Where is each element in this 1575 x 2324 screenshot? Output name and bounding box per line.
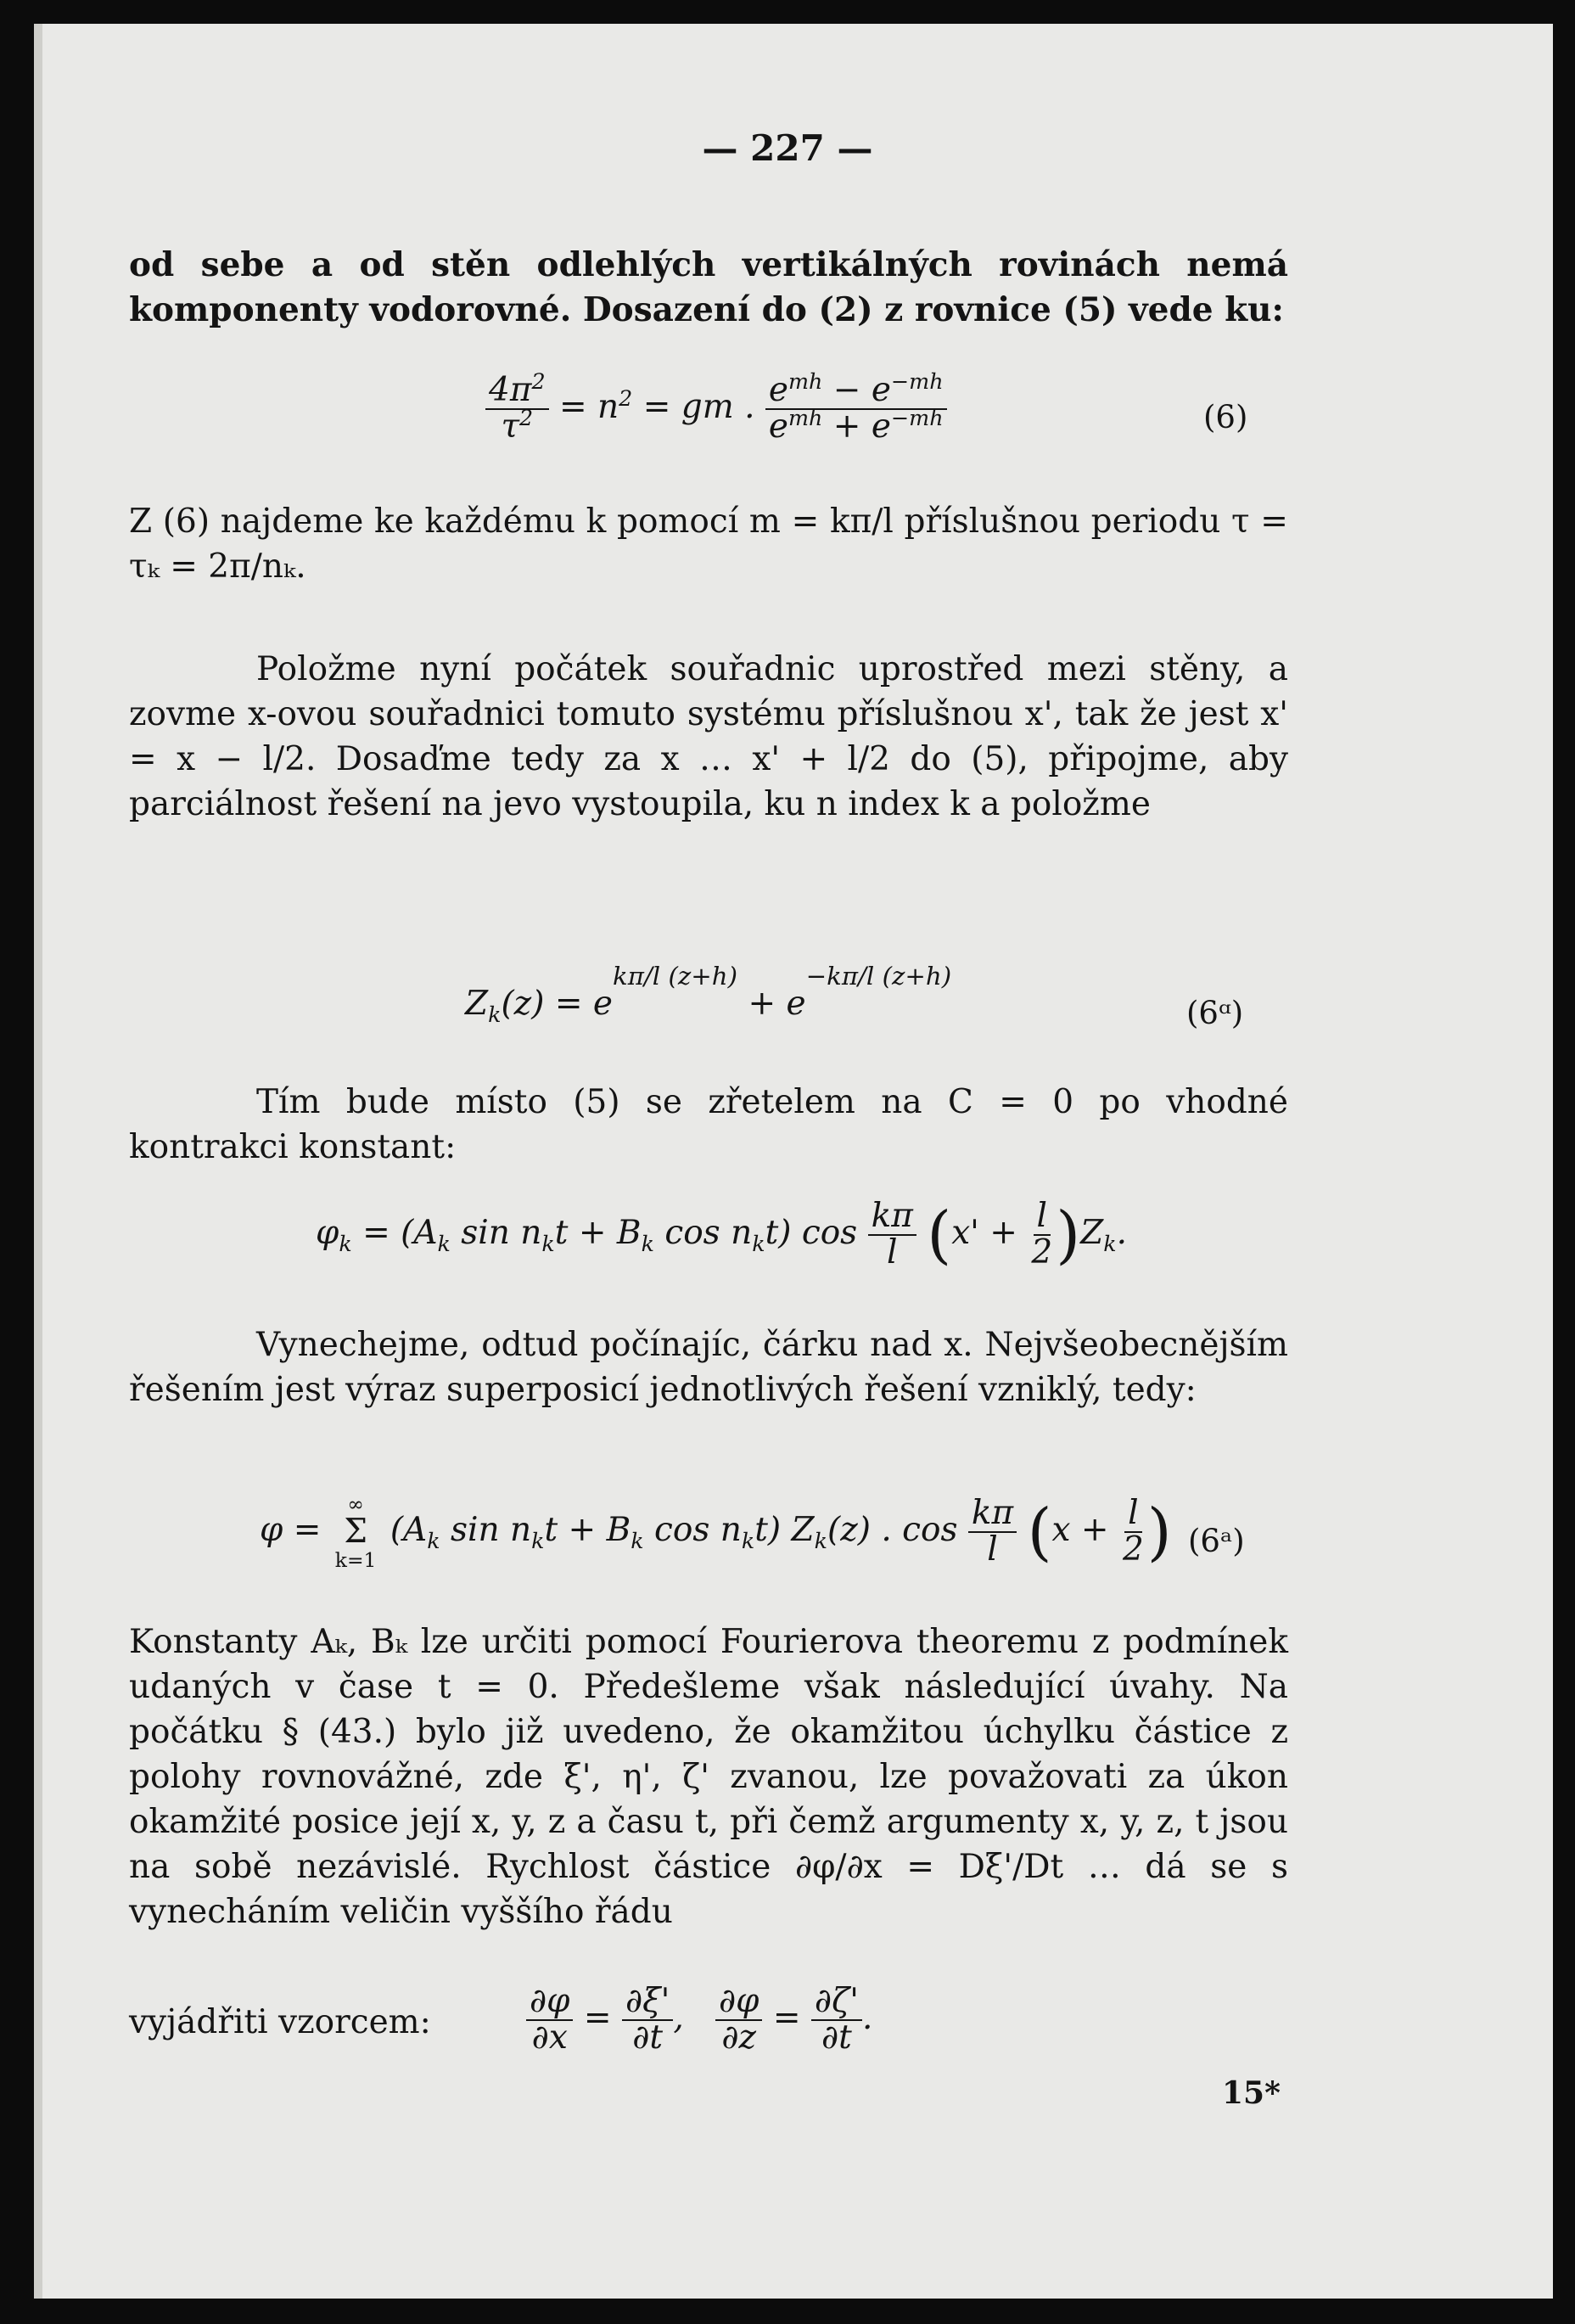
equation-6alpha-label: (6ᵅ) — [1186, 995, 1244, 1031]
paragraph-1: od sebe a od stěn odlehlých vertikálných rovinách nemá komponenty vodorovné. Dosazení do (2) z rovnice (5) vede ku: — [129, 245, 1288, 329]
equation-phi-k: $\varphi_k = (A_k$ $\sin n_kt + B_k$ $\cos n_kt$) cos $\frac{k\pi}{l}$ (x' + $\frac{l}{2}$ )$Z_k$. — [316, 1197, 1127, 1271]
equation-6: $\frac{4\pi^2}{\tau^2}$ = $n^2$ = gm . $e^{mh} - e^{-mh}$ $e^{mh} + e^{-mh}$ — [485, 373, 947, 445]
signature-mark: 15* — [1222, 2075, 1281, 2111]
paragraph-6: Konstanty Aₖ, Bₖ lze určiti pomocí Fourierova theoremu z podmínek udaných v čase t = 0. Předešleme však následující úvahy. Na počátku § (43.) bylo již uvedeno, že okamžitou úchylku částice z polohy rovnovážné, zde ξ', η', ζ' zvanou, lze považovati za úkon okamžité posice její x, y, z a času t, při čemž argumenty x, y, z, t jsou na sobě nezávislé. Rychlost částice ∂φ/∂x = Dξ'/Dt … dá se s vynecháním veličin vyššího řádu — [129, 1623, 1288, 1931]
page-number: — 227 — — [702, 127, 873, 169]
paragraph-2: Z (6) najdeme ke každému k pomocí m = kπ/l příslušnou periodu τ = τₖ = 2π/nₖ. — [129, 502, 1288, 586]
equation-derivatives: $\frac{\partial\varphi}{\partial x}$ = $\frac{\partial\xi'}{\partial t}$ , $\frac{\partial\varphi}{\partial z}$ = $\frac{\partial\zeta'}{\partial t}$ . — [526, 1984, 872, 2056]
equation-6alpha: $Z_k(z) = e^{k\pi/l (z+h)} + e^{-k\pi/l (z+h)}$ — [465, 962, 952, 1027]
equation-6a-label: (6ᵃ) — [1188, 1523, 1245, 1559]
equation-6a: φ = ∞ Σ k=1 ($A_k$ $\sin n_kt + B_k$ $\cos n_kt$) $Z_k(z)$ . cos $\frac{k\pi}{l}$ (x + $\frac{l}{2}$ ) — [260, 1492, 1172, 1572]
paragraph-5: Vynechejme, odtud počínajíc, čárku nad x. Nejvšeobecnějším řešením jest výraz superposicí jednotlivých řešení vzniklý, tedy: — [129, 1326, 1288, 1409]
paragraph-4: Tím bude místo (5) se zřetelem na C = 0 po vhodné kontrakci konstant: — [129, 1083, 1288, 1166]
paragraph-7: vyjádřiti vzorcem: — [129, 2003, 431, 2041]
paragraph-3: Položme nyní počátek souřadnic uprostřed mezi stěny, a zovme x-ovou souřadnici tomuto systému příslušnou x', tak že jest x' = x − l/2. Dosaďme tedy za x … x' + l/2 do (5), připojme, aby parciálnost řešení na jevo vystoupila, ku n index k a položme — [129, 650, 1288, 823]
equation-6-label: (6) — [1203, 399, 1248, 435]
page-edge — [34, 24, 42, 2299]
